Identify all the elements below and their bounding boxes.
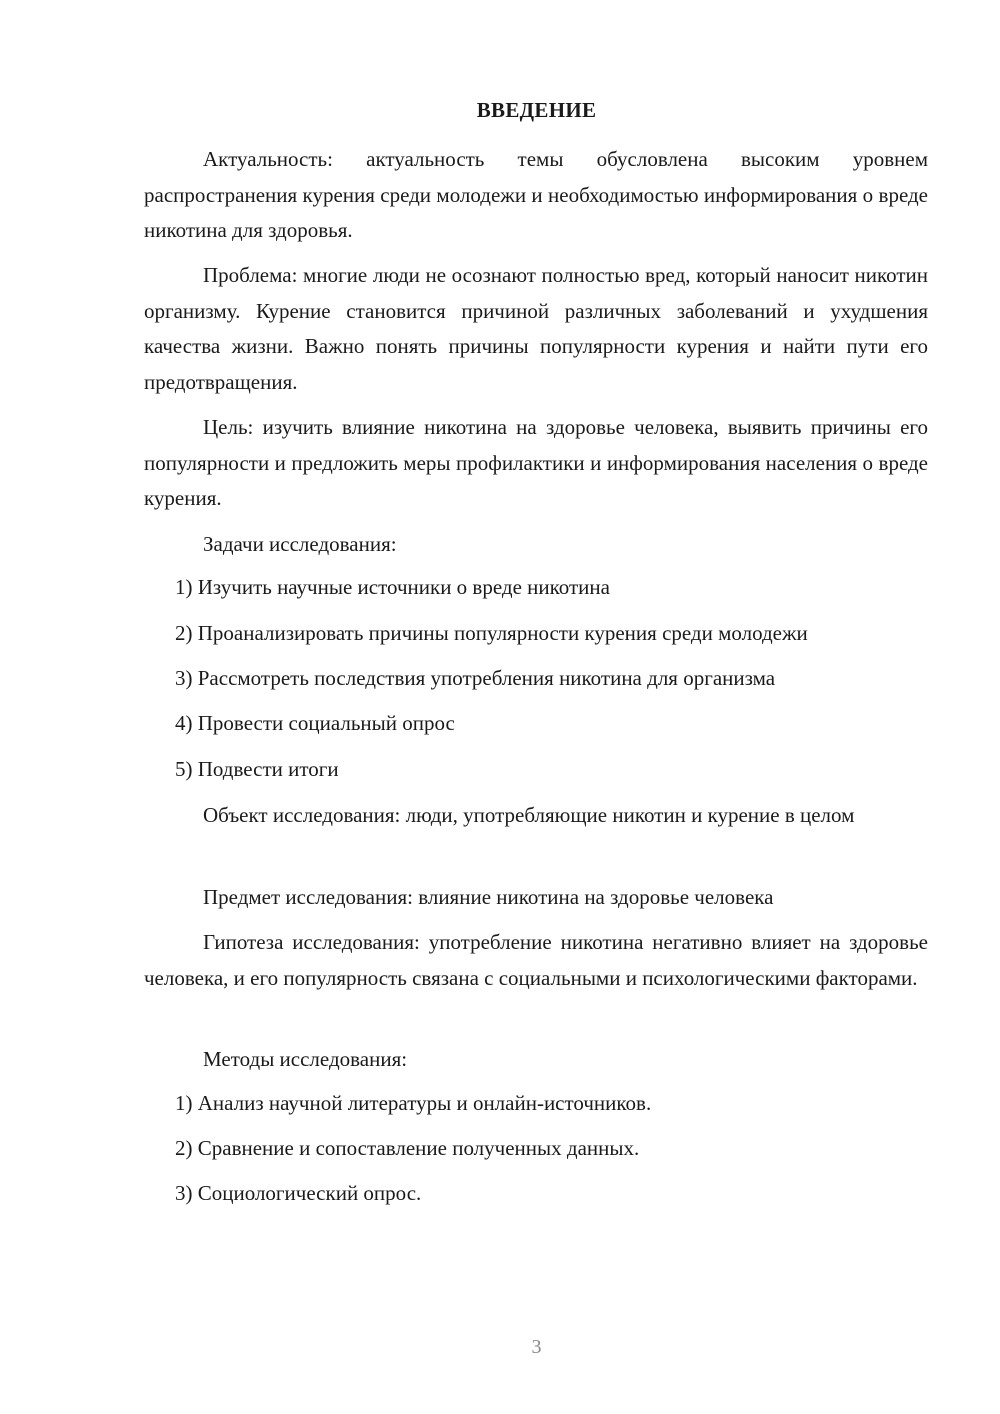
task-item: 5) Подвести итоги	[175, 757, 339, 781]
problem-paragraph	[144, 258, 928, 400]
hypothesis-paragraph	[144, 925, 928, 996]
methods-heading-block	[144, 1042, 928, 1078]
task-item: 3) Рассмотреть последствия употребления никотина для организма	[175, 666, 776, 690]
relevance-paragraph	[144, 142, 928, 249]
page-number: 3	[531, 1336, 542, 1358]
tasks-heading: Задачи исследования:	[203, 532, 397, 556]
task-item: 2) Проанализировать причины популярности курения среди молодежи	[175, 621, 808, 645]
tasks-heading-block	[144, 527, 928, 563]
page-title: ВВЕДЕНИЕ	[476, 98, 597, 122]
object-text: Объект исследования: люди, употребляющие никотин и курение в целом	[203, 803, 855, 827]
subject-paragraph	[144, 880, 928, 916]
methods-heading: Методы исследования:	[203, 1047, 408, 1071]
hypothesis-text: Гипотеза исследования: употребление никотина негативно влияет на здоровье человека, и его популярность связана с социальными и психологическими факторами.	[144, 930, 928, 990]
method-item: 3) Социологический опрос.	[175, 1181, 422, 1205]
method-item: 2) Сравнение и сопоставление полученных данных.	[175, 1136, 640, 1160]
goal-text: Цель: изучить влияние никотина на здоровье человека, выявить причины его популярности и предложить меры профилактики и информирования населения о вреде курения.	[144, 415, 928, 510]
problem-text: Проблема: многие люди не осознают полностью вред, который наносит никотин организму. Курение становится причиной различных заболеваний и ухудшения качества жизни. Важно понять причины популярности курения и найти пути его предотвращения.	[144, 263, 928, 394]
task-item: 4) Провести социальный опрос	[175, 711, 455, 735]
object-paragraph	[144, 798, 928, 834]
task-item: 1) Изучить научные источники о вреде никотина	[175, 575, 610, 599]
relevance-text: Актуальность: актуальность темы обусловлена высоким уровнем распространения курения среди молодежи и необходимостью информирования о вреде никотина для здоровья.	[144, 147, 928, 242]
method-item: 1) Анализ научной литературы и онлайн-источников.	[175, 1091, 652, 1115]
subject-text: Предмет исследования: влияние никотина на здоровье человека	[203, 885, 774, 909]
goal-paragraph	[144, 410, 928, 517]
